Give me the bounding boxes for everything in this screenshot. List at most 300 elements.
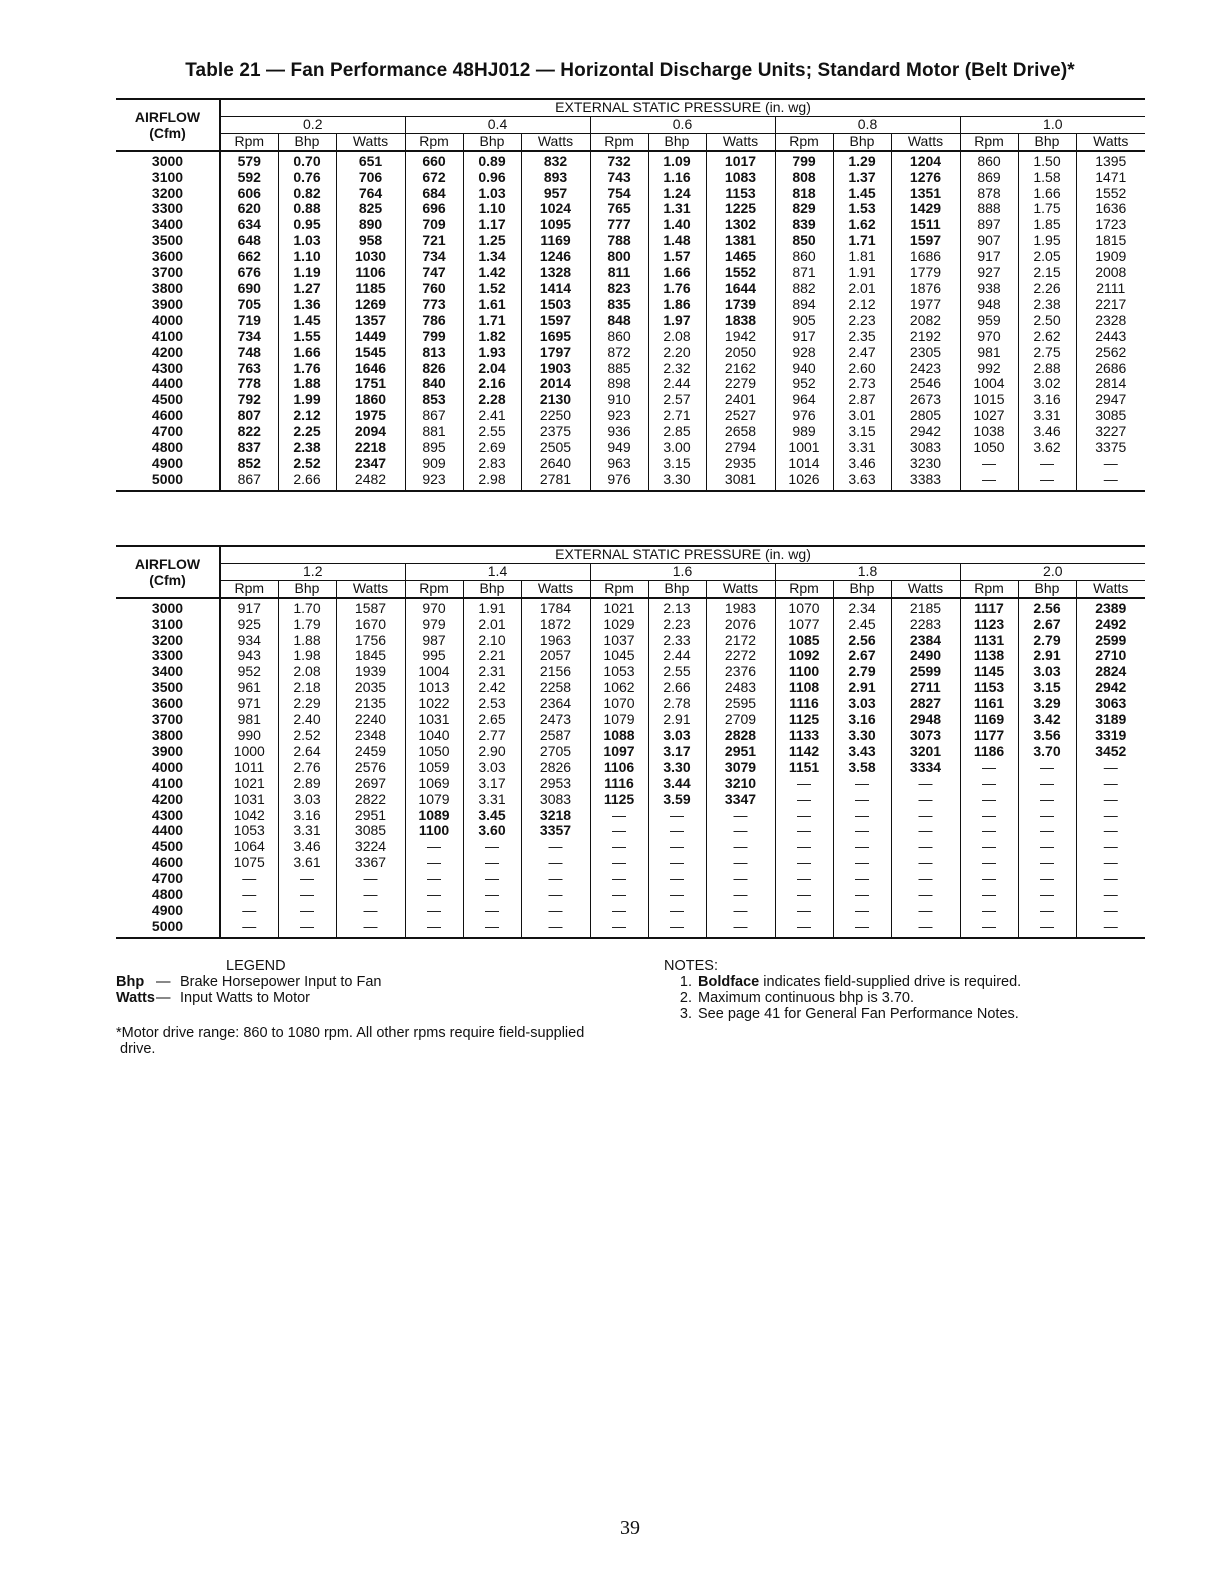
value-cell: 829: [775, 201, 833, 217]
value-cell: 799: [775, 151, 833, 170]
value-cell: —: [833, 808, 891, 824]
airflow-cell: 4400: [116, 823, 220, 839]
value-cell: —: [775, 808, 833, 824]
table-row: [116, 201, 1145, 217]
airflow-cell: 3200: [116, 186, 220, 202]
unit-header: Bhp: [833, 133, 891, 150]
value-cell: 959: [960, 313, 1018, 329]
value-cell: —: [648, 855, 706, 871]
value-cell: —: [463, 903, 521, 919]
note-text: Boldface indicates field-supplied drive is required.: [698, 974, 1022, 990]
value-cell: —: [1103, 822, 1118, 839]
value-cell: 1042: [220, 808, 278, 824]
value-cell: —: [1018, 823, 1076, 839]
value-cell: —: [1018, 871, 1076, 887]
value-cell: 987: [405, 633, 463, 649]
value-cell: 853: [405, 392, 463, 408]
value-cell: —: [1018, 839, 1076, 855]
value-cell: 1351: [891, 186, 960, 202]
pressure-header: 0.4: [405, 116, 590, 133]
value-cell: 3.31: [1018, 408, 1076, 424]
unit-header: Rpm: [405, 580, 463, 597]
value-cell: 1.58: [1018, 170, 1076, 186]
value-cell: 1983: [706, 598, 775, 617]
value-cell: 1.10: [278, 249, 336, 265]
value-cell: 1069: [405, 776, 463, 792]
table-row: [116, 249, 1145, 265]
value-cell: —: [1103, 774, 1118, 791]
value-cell: 684: [405, 186, 463, 202]
value-cell: 981: [220, 712, 278, 728]
value-cell: 2172: [706, 633, 775, 649]
value-cell: 1.99: [278, 392, 336, 408]
value-cell: 2948: [891, 712, 960, 728]
value-cell: 949: [590, 440, 648, 456]
value-cell: —: [648, 839, 706, 855]
value-cell: 3085: [336, 823, 405, 839]
value-cell: 2527: [706, 408, 775, 424]
value-cell: 2364: [521, 696, 590, 712]
value-cell: 2822: [336, 792, 405, 808]
value-cell: 2951: [336, 808, 405, 824]
value-cell: 1.66: [1018, 186, 1076, 202]
value-cell: 1429: [891, 201, 960, 217]
value-cell: 1133: [775, 728, 833, 744]
value-cell: —: [521, 919, 590, 938]
value-cell: 3224: [336, 839, 405, 855]
table-row: [116, 217, 1145, 233]
value-cell: 970: [960, 329, 1018, 345]
value-cell: 2014: [521, 376, 590, 392]
value-cell: 747: [405, 265, 463, 281]
value-cell: 1.61: [463, 297, 521, 313]
value-cell: 2492: [1095, 615, 1127, 632]
value-cell: 3.03: [463, 760, 521, 776]
value-cell: 888: [960, 201, 1018, 217]
value-cell: 839: [775, 217, 833, 233]
value-cell: 2.87: [833, 392, 891, 408]
airflow-cell: 3900: [116, 297, 220, 313]
value-cell: —: [463, 871, 521, 887]
value-cell: 3452: [1095, 742, 1127, 759]
value-cell: 2.69: [463, 440, 521, 456]
value-cell: 1000: [220, 744, 278, 760]
value-cell: 800: [590, 249, 648, 265]
value-cell: 2.16: [463, 376, 521, 392]
value-cell: —: [648, 808, 706, 824]
value-cell: 1021: [220, 776, 278, 792]
note-number: 3.: [679, 1006, 692, 1022]
value-cell: —: [960, 871, 1018, 887]
value-cell: 1545: [336, 345, 405, 361]
value-cell: 1963: [521, 633, 590, 649]
value-cell: 1092: [775, 648, 833, 664]
value-cell: 2162: [706, 361, 775, 377]
value-cell: 1.71: [833, 233, 891, 249]
value-cell: 2814: [1095, 375, 1127, 392]
value-cell: 1070: [590, 696, 648, 712]
value-cell: 3.31: [278, 823, 336, 839]
value-cell: 1.93: [463, 345, 521, 361]
value-cell: 2.60: [833, 361, 891, 377]
value-cell: 765: [590, 201, 648, 217]
value-cell: —: [1103, 886, 1118, 903]
airflow-cell: 4500: [116, 839, 220, 855]
value-cell: 1503: [521, 297, 590, 313]
value-cell: —: [405, 919, 463, 938]
value-cell: —: [891, 776, 960, 792]
value-cell: 676: [220, 265, 278, 281]
value-cell: 1670: [336, 617, 405, 633]
value-cell: 1.31: [648, 201, 706, 217]
value-cell: 1.03: [278, 233, 336, 249]
value-cell: 2.31: [463, 664, 521, 680]
table-row: [116, 903, 1145, 919]
value-cell: 1.79: [278, 617, 336, 633]
value-cell: 3.63: [833, 472, 891, 491]
value-cell: 940: [775, 361, 833, 377]
value-cell: 1751: [336, 376, 405, 392]
value-cell: 813: [405, 345, 463, 361]
value-cell: 1100: [405, 823, 463, 839]
value-cell: 1029: [590, 617, 648, 633]
table-row: [116, 408, 1145, 424]
table-row: [116, 170, 1145, 186]
value-cell: 2384: [891, 633, 960, 649]
table-row: [116, 712, 1145, 728]
value-cell: 1.52: [463, 281, 521, 297]
value-cell: 660: [405, 151, 463, 170]
airflow-cell: 3100: [116, 170, 220, 186]
value-cell: 1079: [405, 792, 463, 808]
table-row: [116, 728, 1145, 744]
value-cell: 1597: [891, 233, 960, 249]
value-cell: 1204: [891, 151, 960, 170]
value-cell: 2.29: [278, 696, 336, 712]
table-row: [116, 648, 1145, 664]
value-cell: —: [891, 871, 960, 887]
legend-heading: LEGEND: [226, 958, 286, 974]
value-cell: 1739: [706, 297, 775, 313]
value-cell: —: [1103, 790, 1118, 807]
value-cell: 2.08: [278, 664, 336, 680]
value-cell: —: [1018, 855, 1076, 871]
value-cell: 2459: [336, 744, 405, 760]
table-row: [116, 440, 1145, 456]
value-cell: —: [833, 823, 891, 839]
value-cell: 1225: [706, 201, 775, 217]
value-cell: 1636: [1095, 200, 1127, 217]
value-cell: 840: [405, 376, 463, 392]
value-cell: 1.36: [278, 297, 336, 313]
value-cell: 2.75: [1018, 345, 1076, 361]
value-cell: 3.46: [278, 839, 336, 855]
value-cell: —: [891, 919, 960, 938]
value-cell: 1011: [220, 760, 278, 776]
value-cell: 3357: [521, 823, 590, 839]
value-cell: —: [405, 887, 463, 903]
value-cell: 2156: [521, 664, 590, 680]
airflow-cell: 4500: [116, 392, 220, 408]
value-cell: 3189: [1095, 711, 1127, 728]
value-cell: 3.01: [833, 408, 891, 424]
table-row: [116, 361, 1145, 377]
value-cell: 1138: [960, 648, 1018, 664]
value-cell: 961: [220, 680, 278, 696]
value-cell: 1013: [405, 680, 463, 696]
value-cell: —: [960, 760, 1018, 776]
value-cell: 1077: [775, 617, 833, 633]
value-cell: 3.29: [1018, 696, 1076, 712]
value-cell: 2.35: [833, 329, 891, 345]
value-cell: —: [1018, 792, 1076, 808]
table-row: [116, 887, 1145, 903]
value-cell: 2.55: [648, 664, 706, 680]
value-cell: 754: [590, 186, 648, 202]
value-cell: 1784: [521, 598, 590, 617]
value-cell: 2576: [336, 760, 405, 776]
value-cell: 2.26: [1018, 281, 1076, 297]
airflow-cell: 4600: [116, 855, 220, 871]
value-cell: 3334: [891, 760, 960, 776]
value-cell: 2035: [336, 680, 405, 696]
airflow-cell: 4200: [116, 792, 220, 808]
value-cell: 3.45: [463, 808, 521, 824]
table-row: [116, 392, 1145, 408]
value-cell: —: [590, 871, 648, 887]
value-cell: 2.13: [648, 598, 706, 617]
value-cell: 2.79: [1018, 633, 1076, 649]
value-cell: —: [648, 871, 706, 887]
value-cell: —: [775, 776, 833, 792]
value-cell: 1.48: [648, 233, 706, 249]
value-cell: 3201: [891, 744, 960, 760]
value-cell: 2.32: [648, 361, 706, 377]
airflow-cell: 3400: [116, 664, 220, 680]
fan-performance-table-1: [116, 98, 1145, 492]
airflow-cell: 3900: [116, 744, 220, 760]
value-cell: 860: [590, 329, 648, 345]
value-cell: 1075: [220, 855, 278, 871]
header-row-units: [116, 133, 1145, 150]
legend-text: Brake Horsepower Input to Fan: [180, 974, 382, 990]
value-cell: 852: [220, 456, 278, 472]
value-cell: 867: [405, 408, 463, 424]
value-cell: 1975: [336, 408, 405, 424]
value-cell: 3.62: [1018, 440, 1076, 456]
unit-header: Watts: [521, 580, 590, 597]
value-cell: 1.76: [278, 361, 336, 377]
value-cell: —: [833, 903, 891, 919]
value-cell: 3.70: [1018, 744, 1076, 760]
value-cell: 1.85: [1018, 217, 1076, 233]
value-cell: 1.29: [833, 151, 891, 170]
value-cell: 3079: [706, 760, 775, 776]
value-cell: 832: [521, 151, 590, 170]
unit-header: Rpm: [960, 580, 1018, 597]
value-cell: 1015: [960, 392, 1018, 408]
value-cell: 989: [775, 424, 833, 440]
value-cell: 732: [590, 151, 648, 170]
value-cell: 2218: [336, 440, 405, 456]
value-cell: 2562: [1095, 343, 1127, 360]
value-cell: 2.98: [463, 472, 521, 491]
value-cell: 2.65: [463, 712, 521, 728]
value-cell: 1027: [960, 408, 1018, 424]
value-cell: —: [833, 792, 891, 808]
value-cell: 0.95: [278, 217, 336, 233]
value-cell: 1.66: [648, 265, 706, 281]
value-cell: 2.28: [463, 392, 521, 408]
value-cell: 3.44: [648, 776, 706, 792]
value-cell: —: [833, 887, 891, 903]
value-cell: —: [833, 776, 891, 792]
value-cell: 948: [960, 297, 1018, 313]
value-cell: 1.62: [833, 217, 891, 233]
value-cell: —: [891, 792, 960, 808]
value-cell: 1.45: [278, 313, 336, 329]
value-cell: —: [590, 887, 648, 903]
value-cell: 3.61: [278, 855, 336, 871]
unit-header: Bhp: [1018, 580, 1076, 597]
value-cell: 1106: [336, 265, 405, 281]
airflow-cell: 3700: [116, 265, 220, 281]
value-cell: 1022: [405, 696, 463, 712]
value-cell: 1185: [336, 281, 405, 297]
value-cell: 2587: [521, 728, 590, 744]
value-cell: 1070: [775, 598, 833, 617]
unit-header: Bhp: [1018, 133, 1076, 150]
value-cell: 705: [220, 297, 278, 313]
value-cell: 2.73: [833, 376, 891, 392]
value-cell: 3.03: [648, 728, 706, 744]
value-cell: 719: [220, 313, 278, 329]
value-cell: 818: [775, 186, 833, 202]
value-cell: 2423: [891, 361, 960, 377]
value-cell: 1050: [960, 440, 1018, 456]
value-cell: 0.89: [463, 151, 521, 170]
table-row: [116, 424, 1145, 440]
value-cell: —: [1103, 454, 1118, 471]
legend-item-bhp: [116, 974, 382, 990]
value-cell: 1.40: [648, 217, 706, 233]
value-cell: 872: [590, 345, 648, 361]
value-cell: —: [463, 855, 521, 871]
value-cell: 822: [220, 424, 278, 440]
value-cell: 2.23: [833, 313, 891, 329]
value-cell: 721: [405, 233, 463, 249]
value-cell: 1.16: [648, 170, 706, 186]
value-cell: 2250: [521, 408, 590, 424]
value-cell: 3.30: [648, 472, 706, 491]
value-cell: 2599: [1095, 631, 1127, 648]
value-cell: 2192: [891, 329, 960, 345]
value-cell: 957: [521, 186, 590, 202]
value-cell: 1860: [336, 392, 405, 408]
value-cell: 976: [590, 472, 648, 491]
value-cell: 1797: [521, 345, 590, 361]
value-cell: 826: [405, 361, 463, 377]
value-cell: 848: [590, 313, 648, 329]
value-cell: —: [1018, 808, 1076, 824]
value-cell: 3218: [521, 808, 590, 824]
unit-header: Watts: [521, 133, 590, 150]
airflow-cell: 3400: [116, 217, 220, 233]
value-cell: —: [1103, 870, 1118, 887]
value-cell: —: [521, 839, 590, 855]
value-cell: 1597: [521, 313, 590, 329]
value-cell: 1.86: [648, 297, 706, 313]
value-cell: 734: [405, 249, 463, 265]
value-cell: 3073: [891, 728, 960, 744]
value-cell: 1.17: [463, 217, 521, 233]
value-cell: 1095: [521, 217, 590, 233]
value-cell: 1153: [960, 680, 1018, 696]
table-row: [116, 855, 1145, 871]
value-cell: 2.76: [278, 760, 336, 776]
value-cell: 620: [220, 201, 278, 217]
value-cell: 579: [220, 151, 278, 170]
value-cell: 1100: [775, 664, 833, 680]
value-cell: 943: [220, 648, 278, 664]
note-bold: Boldface: [698, 974, 760, 990]
value-cell: —: [278, 887, 336, 903]
value-cell: 1083: [706, 170, 775, 186]
value-cell: 2.01: [833, 281, 891, 297]
note-item: [664, 1006, 1021, 1022]
value-cell: 2942: [891, 424, 960, 440]
table-row: [116, 265, 1145, 281]
value-cell: 0.70: [278, 151, 336, 170]
value-cell: —: [463, 919, 521, 938]
value-cell: 1161: [960, 696, 1018, 712]
table-row: [116, 472, 1145, 491]
value-cell: 895: [405, 440, 463, 456]
value-cell: 2473: [521, 712, 590, 728]
unit-header: Rpm: [775, 133, 833, 150]
value-cell: 871: [775, 265, 833, 281]
value-cell: 1.98: [278, 648, 336, 664]
value-cell: 1.25: [463, 233, 521, 249]
pressure-header: 0.2: [220, 116, 405, 133]
value-cell: —: [1018, 903, 1076, 919]
notes: [664, 958, 1021, 1022]
value-cell: 1.76: [648, 281, 706, 297]
airflow-cell: 4000: [116, 313, 220, 329]
table-row: [116, 376, 1145, 392]
value-cell: 2094: [336, 424, 405, 440]
value-cell: 1815: [1095, 232, 1127, 249]
value-cell: 3.16: [1018, 392, 1076, 408]
value-cell: 917: [960, 249, 1018, 265]
value-cell: 2935: [706, 456, 775, 472]
value-cell: 807: [220, 408, 278, 424]
value-cell: 2.38: [1018, 297, 1076, 313]
value-cell: 890: [336, 217, 405, 233]
value-cell: 1125: [775, 712, 833, 728]
value-cell: 1.09: [648, 151, 706, 170]
value-cell: —: [960, 808, 1018, 824]
value-cell: 958: [336, 233, 405, 249]
value-cell: 2658: [706, 424, 775, 440]
value-cell: 1449: [336, 329, 405, 345]
value-cell: 860: [960, 151, 1018, 170]
value-cell: 2375: [521, 424, 590, 440]
airflow-cell: 4900: [116, 456, 220, 472]
value-cell: 2482: [336, 472, 405, 491]
value-cell: 2008: [1095, 264, 1127, 281]
value-cell: —: [706, 919, 775, 938]
